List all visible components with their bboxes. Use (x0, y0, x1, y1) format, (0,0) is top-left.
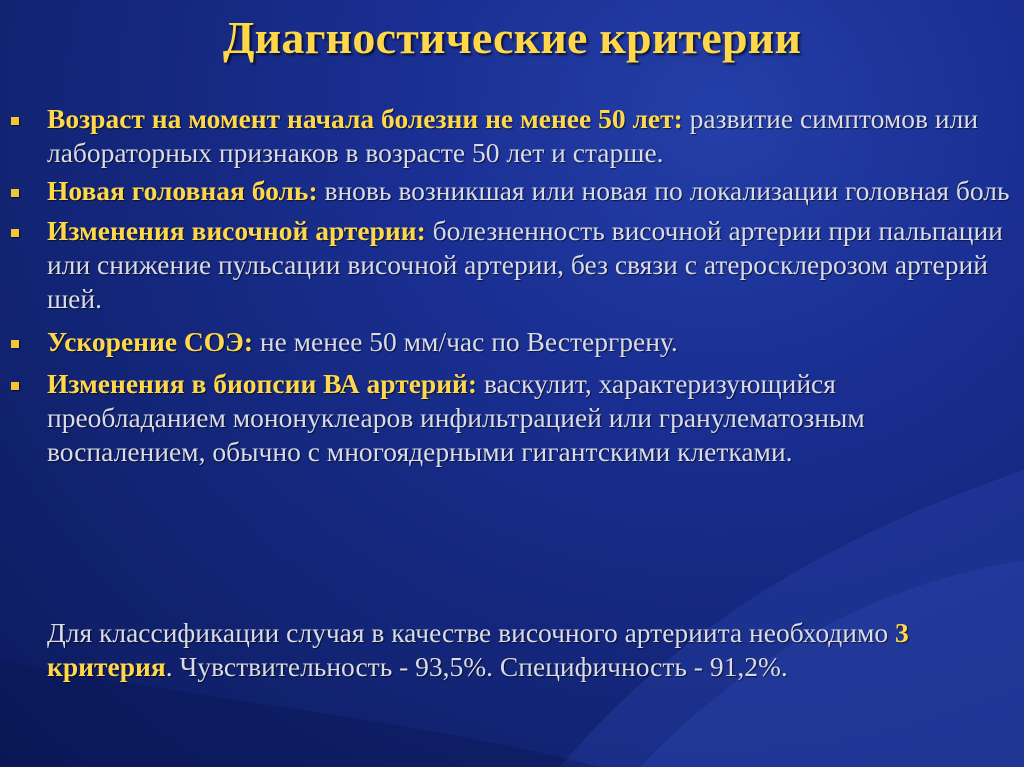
criterion-text: не менее 50 мм/час по Вестергрену. (252, 326, 678, 357)
bullet-square-icon (11, 229, 19, 237)
criterion-term: Ускорение СОЭ: (47, 326, 253, 357)
criterion-text: развитие симптомов или лабораторных признаков в возрасте 50 лет и старше. (47, 103, 979, 168)
bullet-square-icon (11, 382, 19, 390)
criterion-text: васкулит, характеризующийся преобладанием мононуклеаров инфильтрацией или гранулематозным воспалением, обычно с многоядерными гигантскими клетками. (47, 368, 865, 467)
criterion-temporal-artery (0, 214, 1024, 316)
criterion-term: Изменения в биопсии ВА артерий: (47, 368, 478, 399)
summary-text-after: . Чувствительность - 93,5%. Специфичность - 91,2%. (165, 651, 788, 682)
summary-text-before: Для классификации случая в качестве височного артериита необходимо (47, 617, 896, 648)
bullet-square-icon (11, 117, 19, 125)
classification-summary (47, 616, 1007, 684)
criterion-text: болезненность височной артерии при пальпации или снижение пульсации височной артерии, без связи с атеросклерозом артерий шей. (47, 215, 1003, 314)
criterion-age (0, 102, 1024, 170)
bullet-square-icon (11, 189, 19, 197)
criterion-term: Новая головная боль: (47, 175, 318, 206)
bullet-square-icon (11, 340, 19, 348)
criterion-text: вновь возникшая или новая по локализации головная боль (317, 175, 1010, 206)
summary-criteria-count: 3 критерия (47, 617, 909, 682)
criterion-headache (0, 174, 1024, 208)
criterion-esr (0, 325, 1024, 359)
criterion-biopsy (0, 367, 1024, 469)
criterion-term: Возраст на момент начала болезни не менее 50 лет: (47, 103, 683, 134)
criteria-list (0, 102, 1024, 473)
criterion-term: Изменения височной артерии: (47, 215, 426, 246)
slide-title: Диагностические критерии (222, 12, 802, 63)
